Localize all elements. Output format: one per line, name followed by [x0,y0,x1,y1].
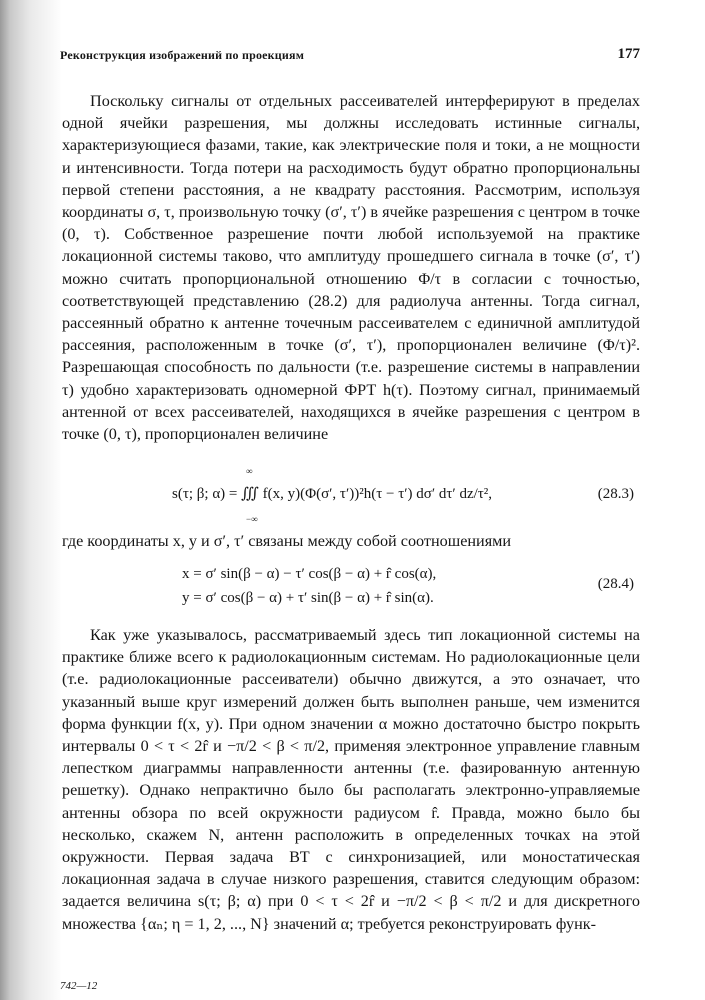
page-number: 177 [617,46,640,62]
paragraph-1-text: Поскольку сигналы от отдельных рассеивателей интерферируют в пределах одной ячейки разрешения, мы должны исследовать истинные сигналы, характеризующиеся фазами, такие, как электрические поля и токи, а не мощности и интенсивности. Тогда потери на расходимость будут обратно пропорциональны первой степени расстояния, а не квадрату расстояния. Рассмотрим, используя координаты σ, τ, произвольную точку (σ′, τ′) в ячейке разрешения с центром в точке (0, τ). Собственное разрешение почти любой используемой на практике локационной системы таково, что амплитуду прошедшего сигнала в точке (σ′, τ′) можно считать пропорциональной отношению Φ/τ в согласии с точностью, соответствующей представлению (28.2) для радиолуча антенны. Тогда сигнал, рассеянный обратно к антенне точечным рассеивателем с единичной амплитудой рассеяния, расположенным в точке (σ′, τ′), пропорционален величине (Φ/τ)². Разрешающая способность по дальности (т.е. разрешение системы в направлении τ) удобно характеризовать одномерной ФРТ h(τ). Поэтому сигнал, принимаемый антенной от всех рассеивателей, находящихся в ячейке разрешения с центром в точке (0, τ), пропорционален величине [62,92,640,444]
equation-28-3 [60,466,640,526]
integral-lower-limit: −∞ [246,514,258,524]
paragraph-2 [62,624,640,935]
paragraph-2-text: Как уже указывалось, рассматриваемый здесь тип локационной системы на практике ближе всего к радиолокационным системам. Но радиолокационные цели (т.е. радиолокационные рассеиватели) обычно движутся, а это означает, что указанный выше круг измерений должен быть выполнен раньше, чем изменится форма функции f(x, y). При одном значении α можно достаточно быстро покрыть интервалы 0 < τ < 2r̂ и −π/2 < β < π/2, применяя электронное управление главным лепестком диаграммы направленности антенны (т.е. фазированную антенную решетку). Однако непрактично было бы располагать электронно-управляемые антенны обзора по всей окружности радиусом r̂. Правда, можно было бы несколько, скажем N, антенн расположить в определенных точках на этой окружности. Первая задача ВТ с синхронизацией, или моностатическая локационная задача в случае низкого разрешения, ставится следующим образом: задается величина s(τ; β; α) при 0 < τ < 2r̂ и −π/2 < β < π/2 и для дискретного множества {αₙ; η = 1, 2, ..., N} значений α; требуется реконструировать функ- [62,626,640,933]
book-page [60,0,645,1000]
equation-28-4-label: (28.4) [597,576,634,592]
integral-upper-limit: ∞ [246,466,253,476]
equation-28-4-line2: y = σ′ cos(β − α) + τ′ sin(β − α) + r̂ sin(α). [182,590,434,606]
printer-signature: 742—12 [60,980,98,992]
page-header [60,48,640,68]
scan-shadow-edge [0,0,62,1000]
equation-28-4-line1: x = σ′ sin(β − α) − τ′ cos(β − α) + r̂ cos(α), [182,566,437,582]
equation-28-3-formula: s(τ; β; α) = ∭ f(x, y)(Φ(σ′, τ′))²h(τ − τ′) dσ′ dτ′ dz/τ², [172,486,493,502]
paragraph-1 [62,90,640,445]
equation-28-3-label: (28.3) [597,486,634,502]
running-title: Реконструкция изображений по проекциям [60,48,305,62]
coordinates-relation-text: где координаты x, y и σ′, τ′ связаны между собой соотношениями [62,532,512,550]
equation-28-4 [60,566,640,616]
